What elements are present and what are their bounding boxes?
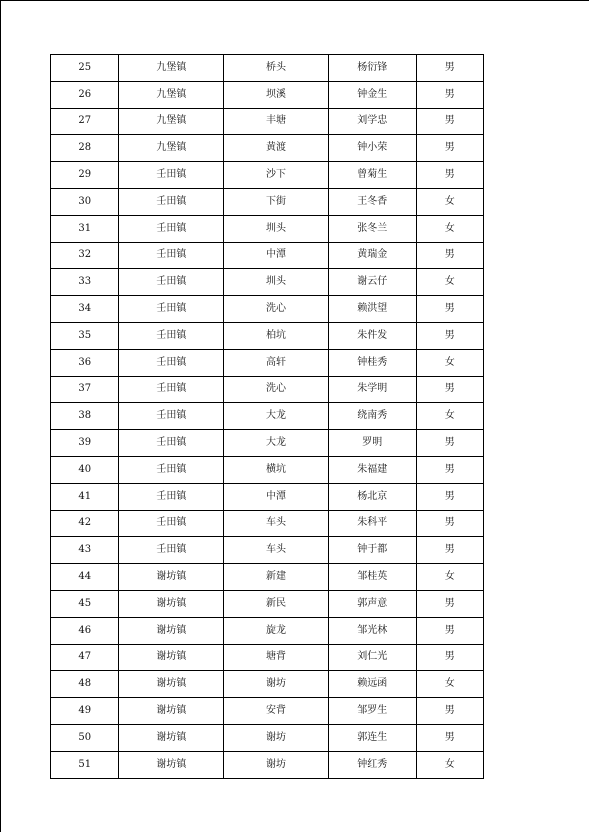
table-row	[51, 724, 484, 751]
cell-name: 钟于都	[328, 537, 416, 564]
cell-town: 九堡镇	[119, 108, 224, 135]
cell-sex: 女	[416, 188, 484, 215]
table-row	[51, 296, 484, 323]
cell-sex: 女	[416, 349, 484, 376]
cell-village: 大龙	[224, 403, 329, 430]
page-border-top	[0, 0, 589, 1]
cell-number: 46	[51, 617, 119, 644]
cell-name: 赖洪望	[328, 296, 416, 323]
cell-number: 27	[51, 108, 119, 135]
table-row	[51, 55, 484, 82]
cell-number: 39	[51, 430, 119, 457]
cell-name: 朱科平	[328, 510, 416, 537]
cell-name: 郭连生	[328, 724, 416, 751]
cell-number: 34	[51, 296, 119, 323]
cell-village: 下街	[224, 188, 329, 215]
cell-name: 钟金生	[328, 81, 416, 108]
cell-village: 坝溪	[224, 81, 329, 108]
table-row	[51, 135, 484, 162]
table-row	[51, 564, 484, 591]
cell-village: 沙下	[224, 162, 329, 189]
table-row	[51, 644, 484, 671]
cell-village: 安背	[224, 698, 329, 725]
cell-sex: 男	[416, 55, 484, 82]
cell-number: 48	[51, 671, 119, 698]
cell-village: 圳头	[224, 269, 329, 296]
table-row	[51, 698, 484, 725]
cell-name: 邹光林	[328, 617, 416, 644]
cell-number: 31	[51, 215, 119, 242]
cell-name: 王冬香	[328, 188, 416, 215]
cell-name: 朱福建	[328, 456, 416, 483]
cell-village: 塘背	[224, 644, 329, 671]
cell-number: 38	[51, 403, 119, 430]
table-row	[51, 617, 484, 644]
table-row	[51, 456, 484, 483]
cell-number: 25	[51, 55, 119, 82]
cell-name: 邹桂英	[328, 564, 416, 591]
cell-village: 新建	[224, 564, 329, 591]
cell-sex: 男	[416, 537, 484, 564]
cell-town: 谢坊镇	[119, 671, 224, 698]
cell-name: 钟桂秀	[328, 349, 416, 376]
cell-town: 壬田镇	[119, 349, 224, 376]
cell-sex: 男	[416, 590, 484, 617]
cell-name: 赖远函	[328, 671, 416, 698]
cell-sex: 男	[416, 644, 484, 671]
cell-town: 九堡镇	[119, 135, 224, 162]
cell-number: 26	[51, 81, 119, 108]
cell-number: 36	[51, 349, 119, 376]
cell-town: 谢坊镇	[119, 564, 224, 591]
table-row	[51, 162, 484, 189]
table-row	[51, 242, 484, 269]
cell-sex: 女	[416, 564, 484, 591]
table-row	[51, 269, 484, 296]
cell-town: 壬田镇	[119, 296, 224, 323]
roster-table	[50, 54, 484, 779]
cell-village: 横坑	[224, 456, 329, 483]
cell-village: 圳头	[224, 215, 329, 242]
cell-town: 谢坊镇	[119, 751, 224, 778]
table-row	[51, 349, 484, 376]
cell-sex: 女	[416, 215, 484, 242]
cell-name: 朱学明	[328, 376, 416, 403]
cell-number: 45	[51, 590, 119, 617]
cell-sex: 男	[416, 724, 484, 751]
cell-name: 钟小荣	[328, 135, 416, 162]
cell-town: 壬田镇	[119, 322, 224, 349]
cell-name: 杨衍锋	[328, 55, 416, 82]
cell-number: 30	[51, 188, 119, 215]
roster-table-body	[51, 55, 484, 779]
cell-sex: 男	[416, 296, 484, 323]
cell-town: 谢坊镇	[119, 698, 224, 725]
cell-town: 谢坊镇	[119, 617, 224, 644]
cell-number: 47	[51, 644, 119, 671]
cell-town: 壬田镇	[119, 537, 224, 564]
cell-number: 50	[51, 724, 119, 751]
cell-sex: 男	[416, 510, 484, 537]
cell-name: 邹罗生	[328, 698, 416, 725]
cell-sex: 男	[416, 483, 484, 510]
cell-number: 42	[51, 510, 119, 537]
cell-name: 郭声意	[328, 590, 416, 617]
cell-name: 钟红秀	[328, 751, 416, 778]
cell-town: 谢坊镇	[119, 590, 224, 617]
cell-village: 洗心	[224, 296, 329, 323]
cell-village: 新民	[224, 590, 329, 617]
cell-name: 谢云仔	[328, 269, 416, 296]
cell-name: 张冬兰	[328, 215, 416, 242]
cell-sex: 男	[416, 135, 484, 162]
cell-number: 35	[51, 322, 119, 349]
cell-name: 绕南秀	[328, 403, 416, 430]
cell-number: 43	[51, 537, 119, 564]
cell-number: 41	[51, 483, 119, 510]
cell-sex: 男	[416, 430, 484, 457]
table-row	[51, 215, 484, 242]
cell-town: 谢坊镇	[119, 644, 224, 671]
cell-town: 壬田镇	[119, 483, 224, 510]
table-row	[51, 430, 484, 457]
cell-village: 谢坊	[224, 671, 329, 698]
cell-number: 40	[51, 456, 119, 483]
cell-sex: 女	[416, 671, 484, 698]
table-row	[51, 590, 484, 617]
cell-village: 洗心	[224, 376, 329, 403]
cell-village: 车头	[224, 537, 329, 564]
table-row	[51, 108, 484, 135]
cell-village: 中潭	[224, 242, 329, 269]
table-row	[51, 537, 484, 564]
cell-town: 壬田镇	[119, 162, 224, 189]
cell-name: 朱件发	[328, 322, 416, 349]
table-row	[51, 483, 484, 510]
cell-town: 九堡镇	[119, 55, 224, 82]
cell-number: 49	[51, 698, 119, 725]
table-row	[51, 751, 484, 778]
cell-number: 33	[51, 269, 119, 296]
cell-village: 桥头	[224, 55, 329, 82]
cell-sex: 男	[416, 162, 484, 189]
cell-number: 29	[51, 162, 119, 189]
cell-sex: 男	[416, 322, 484, 349]
cell-sex: 女	[416, 403, 484, 430]
cell-town: 壬田镇	[119, 215, 224, 242]
cell-town: 九堡镇	[119, 81, 224, 108]
cell-name: 杨北京	[328, 483, 416, 510]
cell-town: 谢坊镇	[119, 724, 224, 751]
table-row	[51, 81, 484, 108]
cell-name: 刘学忠	[328, 108, 416, 135]
table-row	[51, 188, 484, 215]
cell-village: 丰塘	[224, 108, 329, 135]
cell-sex: 男	[416, 617, 484, 644]
cell-number: 32	[51, 242, 119, 269]
cell-name: 黄瑞金	[328, 242, 416, 269]
cell-sex: 女	[416, 269, 484, 296]
cell-name: 刘仁光	[328, 644, 416, 671]
cell-number: 51	[51, 751, 119, 778]
cell-number: 44	[51, 564, 119, 591]
cell-town: 壬田镇	[119, 430, 224, 457]
cell-name: 曾菊生	[328, 162, 416, 189]
cell-village: 谢坊	[224, 751, 329, 778]
cell-town: 壬田镇	[119, 242, 224, 269]
cell-village: 谢坊	[224, 724, 329, 751]
cell-name: 罗明	[328, 430, 416, 457]
cell-number: 37	[51, 376, 119, 403]
table-row	[51, 376, 484, 403]
cell-village: 旋龙	[224, 617, 329, 644]
cell-village: 柏坑	[224, 322, 329, 349]
cell-town: 壬田镇	[119, 376, 224, 403]
cell-town: 壬田镇	[119, 188, 224, 215]
cell-town: 壬田镇	[119, 403, 224, 430]
table-row	[51, 322, 484, 349]
table-row	[51, 510, 484, 537]
cell-sex: 男	[416, 698, 484, 725]
cell-number: 28	[51, 135, 119, 162]
cell-village: 车头	[224, 510, 329, 537]
cell-sex: 男	[416, 108, 484, 135]
cell-sex: 男	[416, 376, 484, 403]
cell-sex: 男	[416, 81, 484, 108]
cell-village: 黄渡	[224, 135, 329, 162]
table-row	[51, 403, 484, 430]
cell-town: 壬田镇	[119, 510, 224, 537]
cell-village: 中潭	[224, 483, 329, 510]
table-row	[51, 671, 484, 698]
cell-sex: 男	[416, 456, 484, 483]
cell-town: 壬田镇	[119, 269, 224, 296]
cell-village: 大龙	[224, 430, 329, 457]
cell-town: 壬田镇	[119, 456, 224, 483]
cell-village: 高轩	[224, 349, 329, 376]
page-border-left	[0, 0, 1, 832]
cell-sex: 女	[416, 751, 484, 778]
cell-sex: 男	[416, 242, 484, 269]
